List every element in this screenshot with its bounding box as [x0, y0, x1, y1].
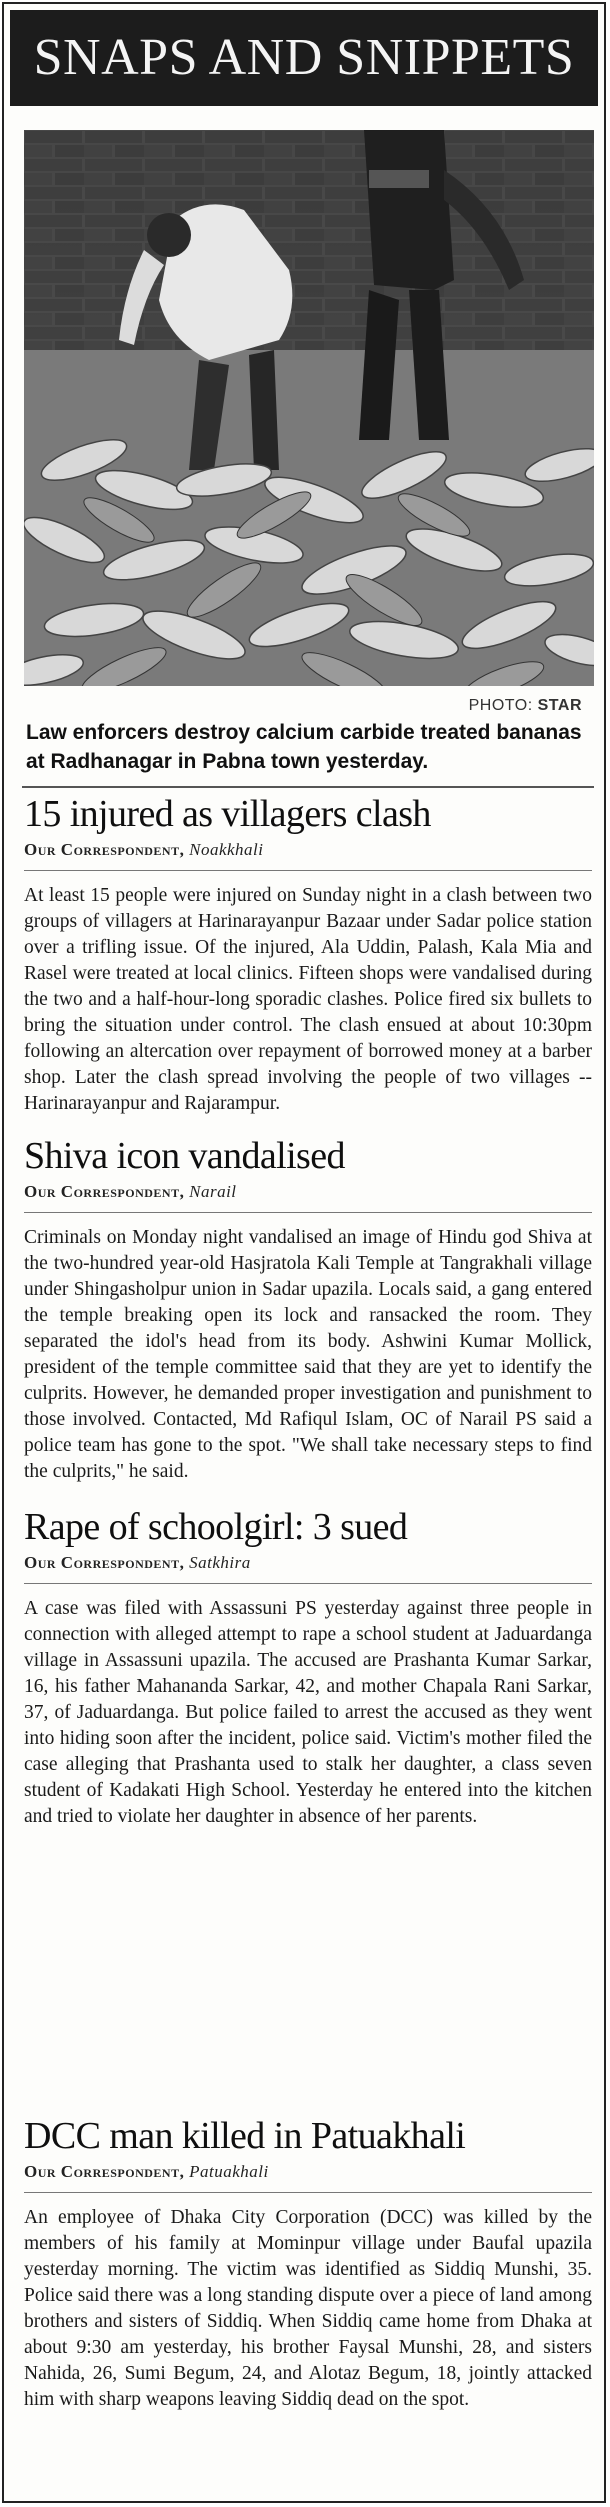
story-byline — [24, 1182, 592, 1202]
byline-place: Narail — [189, 1182, 237, 1201]
photo-caption: Law enforcers destroy calcium carbide treated bananas at Radhanagar in Pabna town yesterday. — [26, 721, 582, 773]
photo-credit-prefix: PHOTO: — [468, 697, 538, 714]
story-body: A case was filed with Assassuni PS yesterday against three people in connection with alleged attempt to rape a school student at Jaduardanga village in Assassuni upazila. The accused are Prashanta Kumar Sarkar, 16, his father Mahananda Sarkar, 42, and mother Chapala Rani Sarkar, 37, of Jaduardanga. But police failed to arrest the accused as they went into hiding soon after the incident, police said. Victim's mother filed the case alleging that Prashanta used to stalk her daughter, a class seven student of Kadakati High School. Yesterday he entered into the kitchen and tried to violate her daughter in absence of her parents. — [24, 1598, 592, 1827]
story-headline: DCC man killed in Patuakhali — [24, 2115, 466, 2157]
byline-label: Our Correspondent, — [24, 840, 185, 859]
story-schoolgirl — [24, 1505, 592, 1830]
byline-place: Satkhira — [189, 1553, 251, 1572]
byline-label: Our Correspondent, — [24, 1553, 185, 1572]
byline-divider — [24, 870, 592, 871]
story-villagers-clash — [24, 792, 592, 1117]
photo-credit-source: STAR — [537, 697, 582, 714]
story-headline: Rape of schoolgirl: 3 sued — [24, 1506, 408, 1548]
bananas-photo-image — [24, 130, 594, 686]
byline-place: Noakkhali — [189, 840, 264, 859]
byline-label: Our Correspondent, — [24, 1182, 185, 1201]
story-body: At least 15 people were injured on Sunday night in a clash between two groups of villagers at Harinarayanpur Bazaar under Sadar police station over a trifling issue. Of the injured, Ala Uddin, Palash, Kala Mia and Rasel were treated at local clinics. Fifteen shops were vandalised during the two and a half-hour-long sporadic clashes. Police fired six bullets to bring the situation under control. The clash ensued at about 10:30pm following an altercation over repayment of borrowed money at a barber shop. Later the clash spread involving the people of two villages -- Harinarayanpur and Rajarampur. — [24, 885, 592, 1114]
byline-divider — [24, 1583, 592, 1584]
story-byline — [24, 840, 592, 860]
section-banner: SNAPS AND SNIPPETS — [10, 10, 598, 106]
byline-divider — [24, 1212, 592, 1213]
byline-label: Our Correspondent, — [24, 2162, 185, 2181]
news-photo — [24, 130, 594, 686]
byline-divider — [24, 2192, 592, 2193]
story-dcc-man — [24, 2114, 592, 2413]
story-headline: 15 injured as villagers clash — [24, 793, 431, 835]
newspaper-page — [2, 2, 606, 2503]
story-body: An employee of Dhaka City Corporation (DCC) was killed by the members of his family at Mominpur village under Baufal upazila yesterday morning. The victim was identified as Siddiq Munshi, 35. Police said there was a long standing dispute over a piece of land among brothers and sisters of Siddiq. When Siddiq came home from Dhaka at about 9:30 am yesterday, his brother Faysal Munshi, 28, and sisters Nahida, 26, Sumi Begum, 24, and Alotaz Begum, 18, jointly attacked him with sharp weapons leaving Siddiq dead on the spot. — [24, 2207, 592, 2410]
story-byline — [24, 2162, 592, 2182]
story-byline — [24, 1553, 592, 1573]
byline-place: Patuakhali — [189, 2162, 269, 2181]
story-shiva-icon — [24, 1134, 592, 1485]
section-divider — [22, 786, 594, 788]
photo-credit — [469, 697, 582, 715]
story-body: Criminals on Monday night vandalised an image of Hindu god Shiva at the two-hundred year-old Hasjratola Kali Temple at Tangrakhali village under Shingasholpur union in Sadar upazila. Locals said, a gang entered the temple breaking open its lock and ransacked the room. They separated the idol's head from its body. Ashwini Kumar Mollick, president of the temple committee said that they are yet to identify the culprits. However, he demanded proper investigation and punishment to those involved. Contacted, Md Rafiqul Islam, OC of Narail PS said a police team has gone to the spot. "We shall take necessary steps to find the culprits," he said. — [24, 1227, 592, 1482]
story-headline: Shiva icon vandalised — [24, 1135, 345, 1177]
